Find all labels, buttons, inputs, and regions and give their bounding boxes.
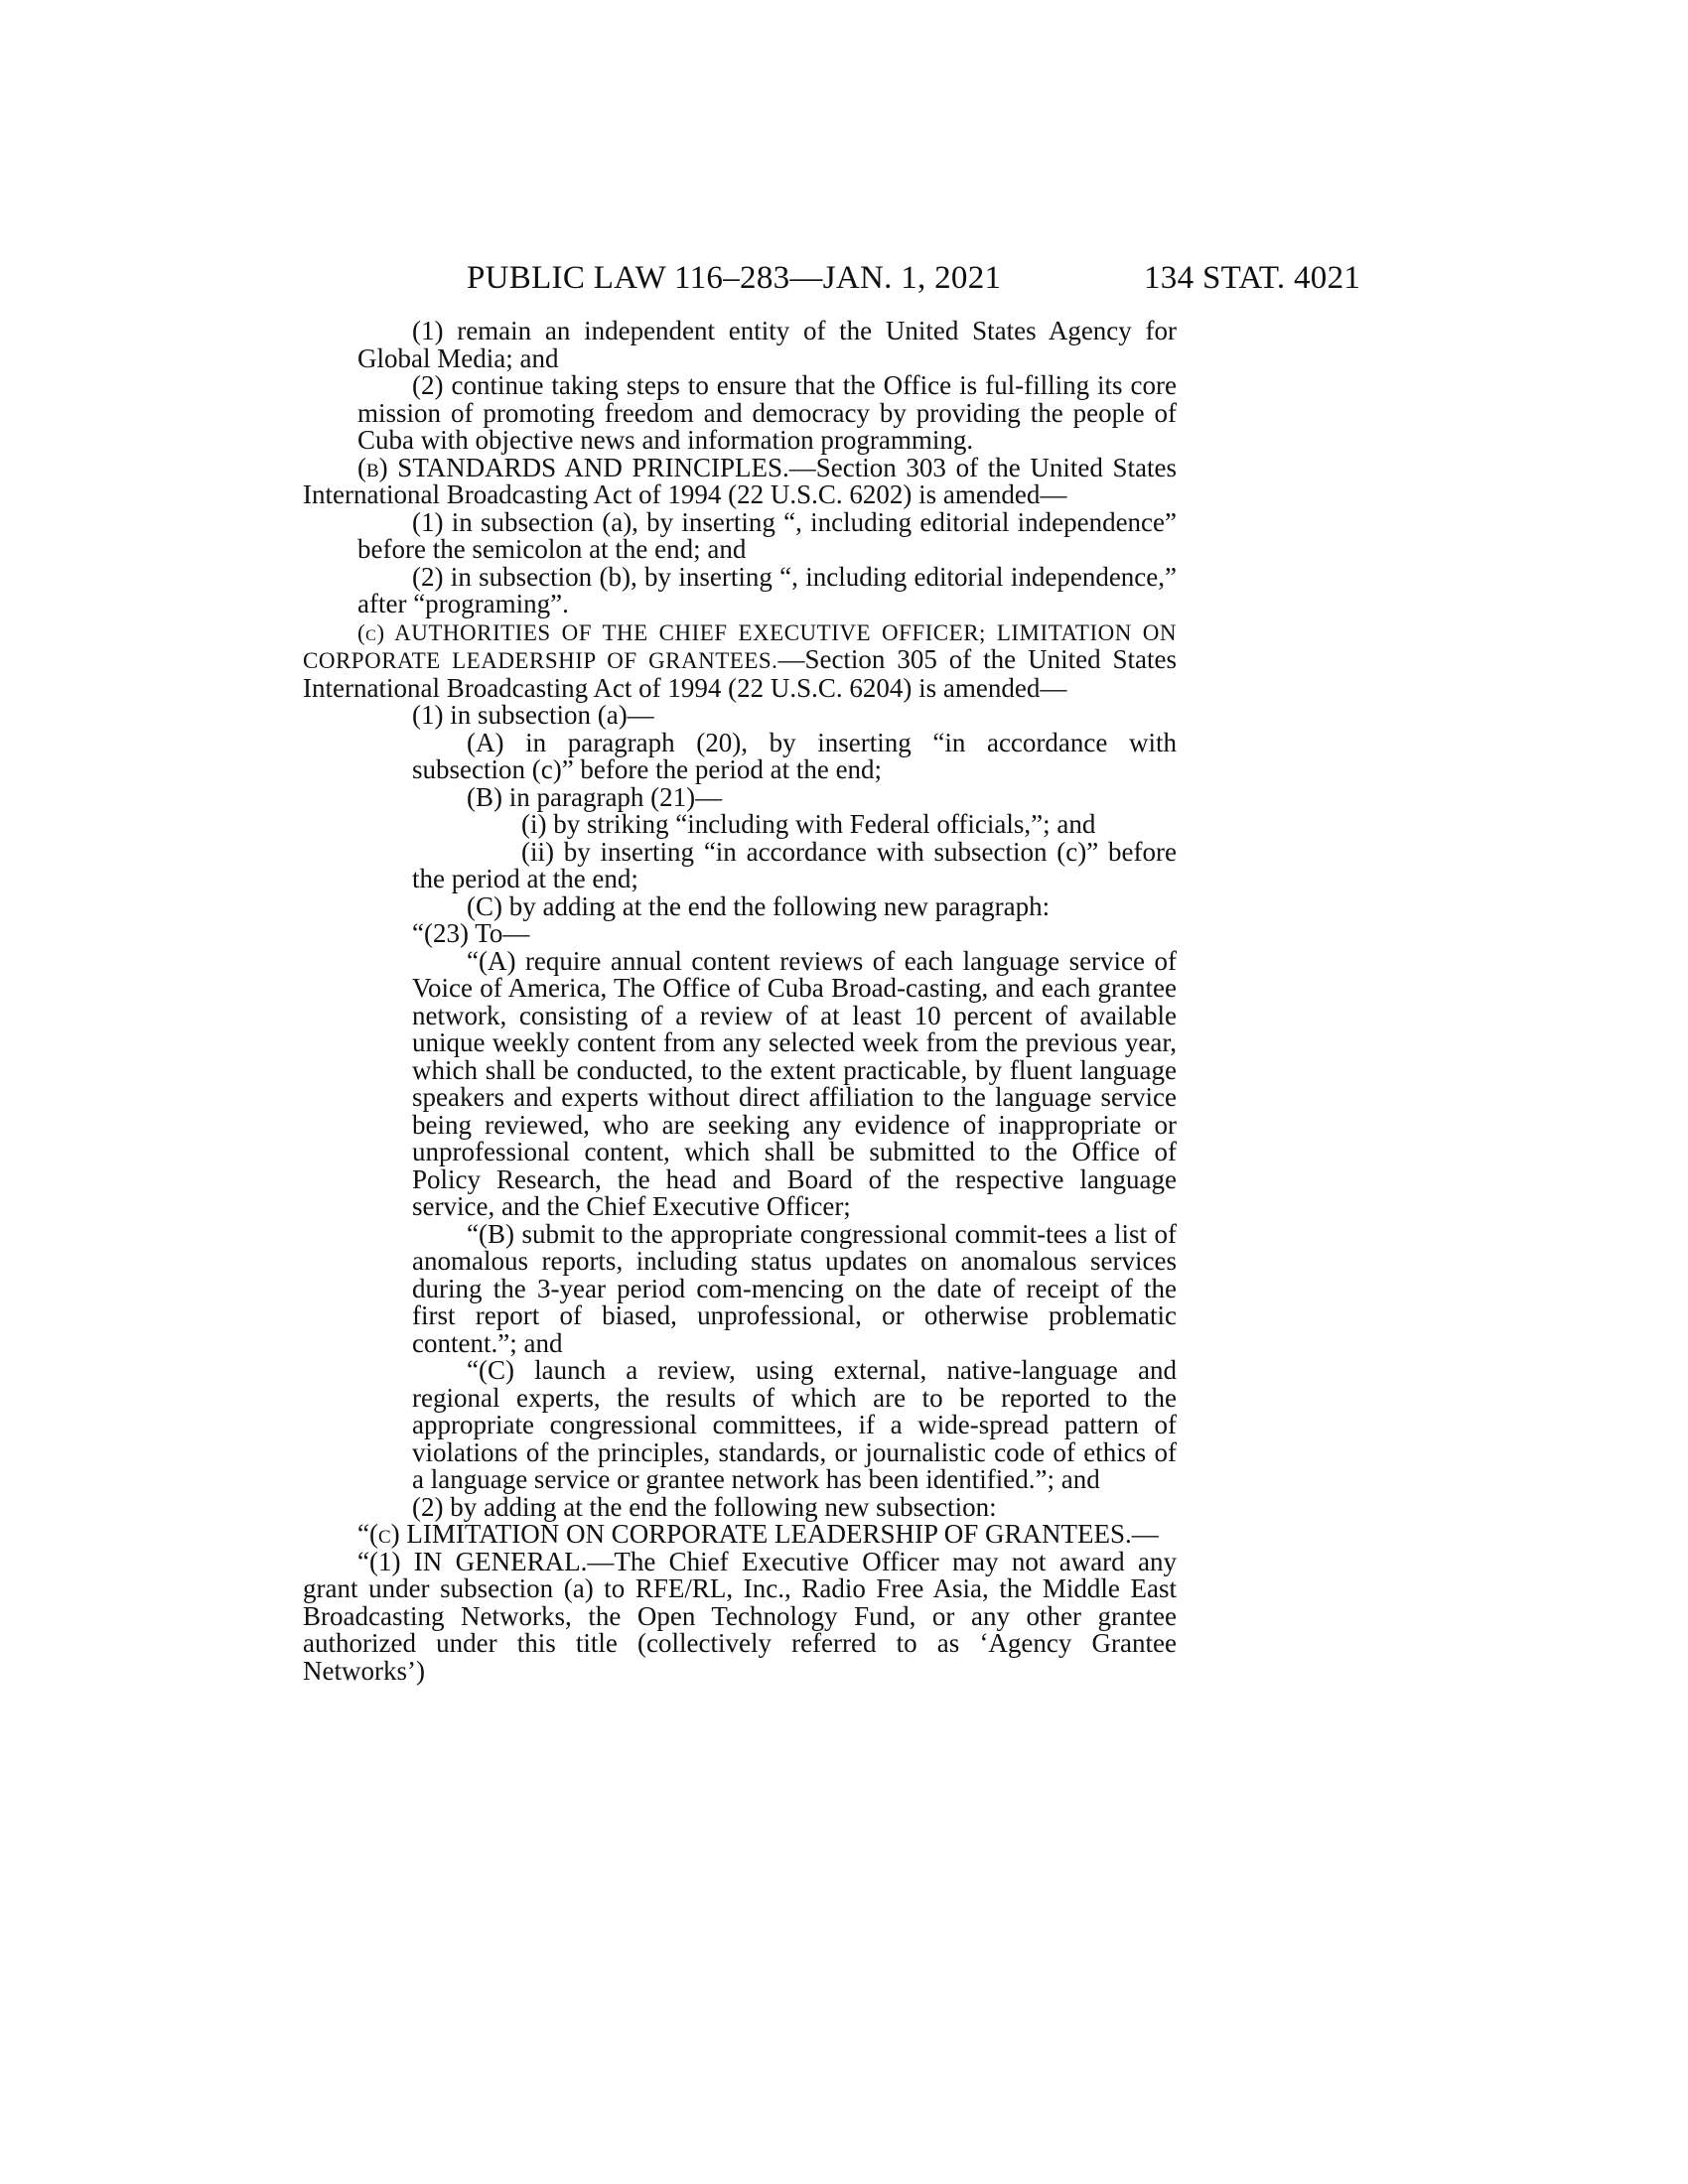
subsection-c-text: —Section 305 of the United States International Broadcasting Act of 1994 (22 U.S.C. 6204) is amended— — [303, 644, 1177, 703]
subsection-c-authorities — [303, 618, 1177, 703]
paragraph-23-C: “(C) launch a review, using external, native-language and regional experts, the results of which are to be reported to the appropriate congressional committees, if a wide-spread pattern of violations of the principles, standards, or journalistic code of ethics of a language service or grantee network has been identified.”; and — [412, 1355, 1177, 1494]
new-subsection-c1-in-general — [303, 1546, 1177, 1686]
clause-1-remain-independent: (1) remain an independent entity of the United States Agency for Global Media; and — [357, 316, 1177, 373]
clause-c1-B: (B) in paragraph (21)— — [467, 781, 723, 812]
subsection-c-heading: (c) AUTHORITIES OF THE CHIEF EXECUTIVE OFFICER; LIMITATION ON CORPORATE LEADERSHIP OF GRANTEES. — [303, 619, 1177, 673]
new-subsection-c-heading — [303, 1521, 1177, 1549]
new-subsection-c-heading-text: “(c) LIMITATION ON CORPORATE LEADERSHIP OF GRANTEES.— — [357, 1519, 1159, 1549]
clause-c2: (2) by adding at the end the following new subsection: — [412, 1491, 997, 1522]
statute-text — [303, 318, 1177, 1685]
clause-c1-B-ii: (ii) by inserting “in accordance with subsection (c)” before the period at the end; — [412, 836, 1177, 893]
clause-2-continue-steps: (2) continue taking steps to ensure that the Office is ful-filling its core mission of promoting freedom and democracy by providing the people of Cuba with objective news and information programming. — [357, 370, 1177, 455]
in-general-heading: “(1) IN GENERAL. — [357, 1546, 588, 1576]
clause-b2: (2) in subsection (b), by inserting “, including editorial independence,” after “programing”. — [357, 561, 1177, 618]
clause-c1-B-i: (i) by striking “including with Federal officials,”; and — [521, 809, 1096, 839]
clause-b1: (1) in subsection (a), by inserting “, including editorial independence” before the semicolon at the end; and — [357, 506, 1177, 564]
subsection-b-heading: (b) STANDARDS AND PRINCIPLES. — [357, 452, 789, 482]
running-head-title: PUBLIC LAW 116–283—JAN. 1, 2021 — [467, 260, 1002, 296]
clause-c1: (1) in subsection (a)— — [412, 700, 654, 730]
statute-page-reference: 134 STAT. 4021 — [1144, 260, 1361, 296]
paragraph-23-heading: “(23) To— — [412, 918, 530, 948]
page-header — [0, 253, 1688, 303]
paragraph-23-A: “(A) require annual content reviews of each language service of Voice of America, The Office of Cuba Broad-casting, and each grantee network, consisting of a review of at least 10 percent of available unique weekly content from any selected week from the previous year, which shall be conducted, to the extent practicable, by fluent language speakers and experts without direct affiliation to the language service being reviewed, who are seeking any evidence of inappropriate or unprofessional content, which shall be submitted to the Office of Policy Research, the head and Board of the respective language service, and the Chief Executive Officer; — [412, 945, 1177, 1221]
clause-c1-A: (A) in paragraph (20), by inserting “in accordance with subsection (c)” before the period at the end; — [412, 727, 1177, 784]
paragraph-23-B: “(B) submit to the appropriate congressional commit-tees a list of anomalous reports, including status updates on anomalous services during the 3-year period com-mencing on the date of receipt of the first report of biased, unprofessional, or otherwise problematic content.”; and — [412, 1218, 1177, 1358]
in-general-text: —The Chief Executive Officer may not award any grant under subsection (a) to RFE/RL, Inc., Radio Free Asia, the Middle East Broadcasting Networks, the Open Technology Fund, or any other grantee authorized under this title (collectively referred to as ‘Agency Grantee Networks’) — [303, 1546, 1177, 1686]
subsection-b-standards — [303, 452, 1177, 509]
subsection-b-text: —Section 303 of the United States International Broadcasting Act of 1994 (22 U.S.C. 6202) is amended— — [303, 452, 1177, 509]
clause-c1-C: (C) by adding at the end the following new paragraph: — [467, 890, 1051, 921]
